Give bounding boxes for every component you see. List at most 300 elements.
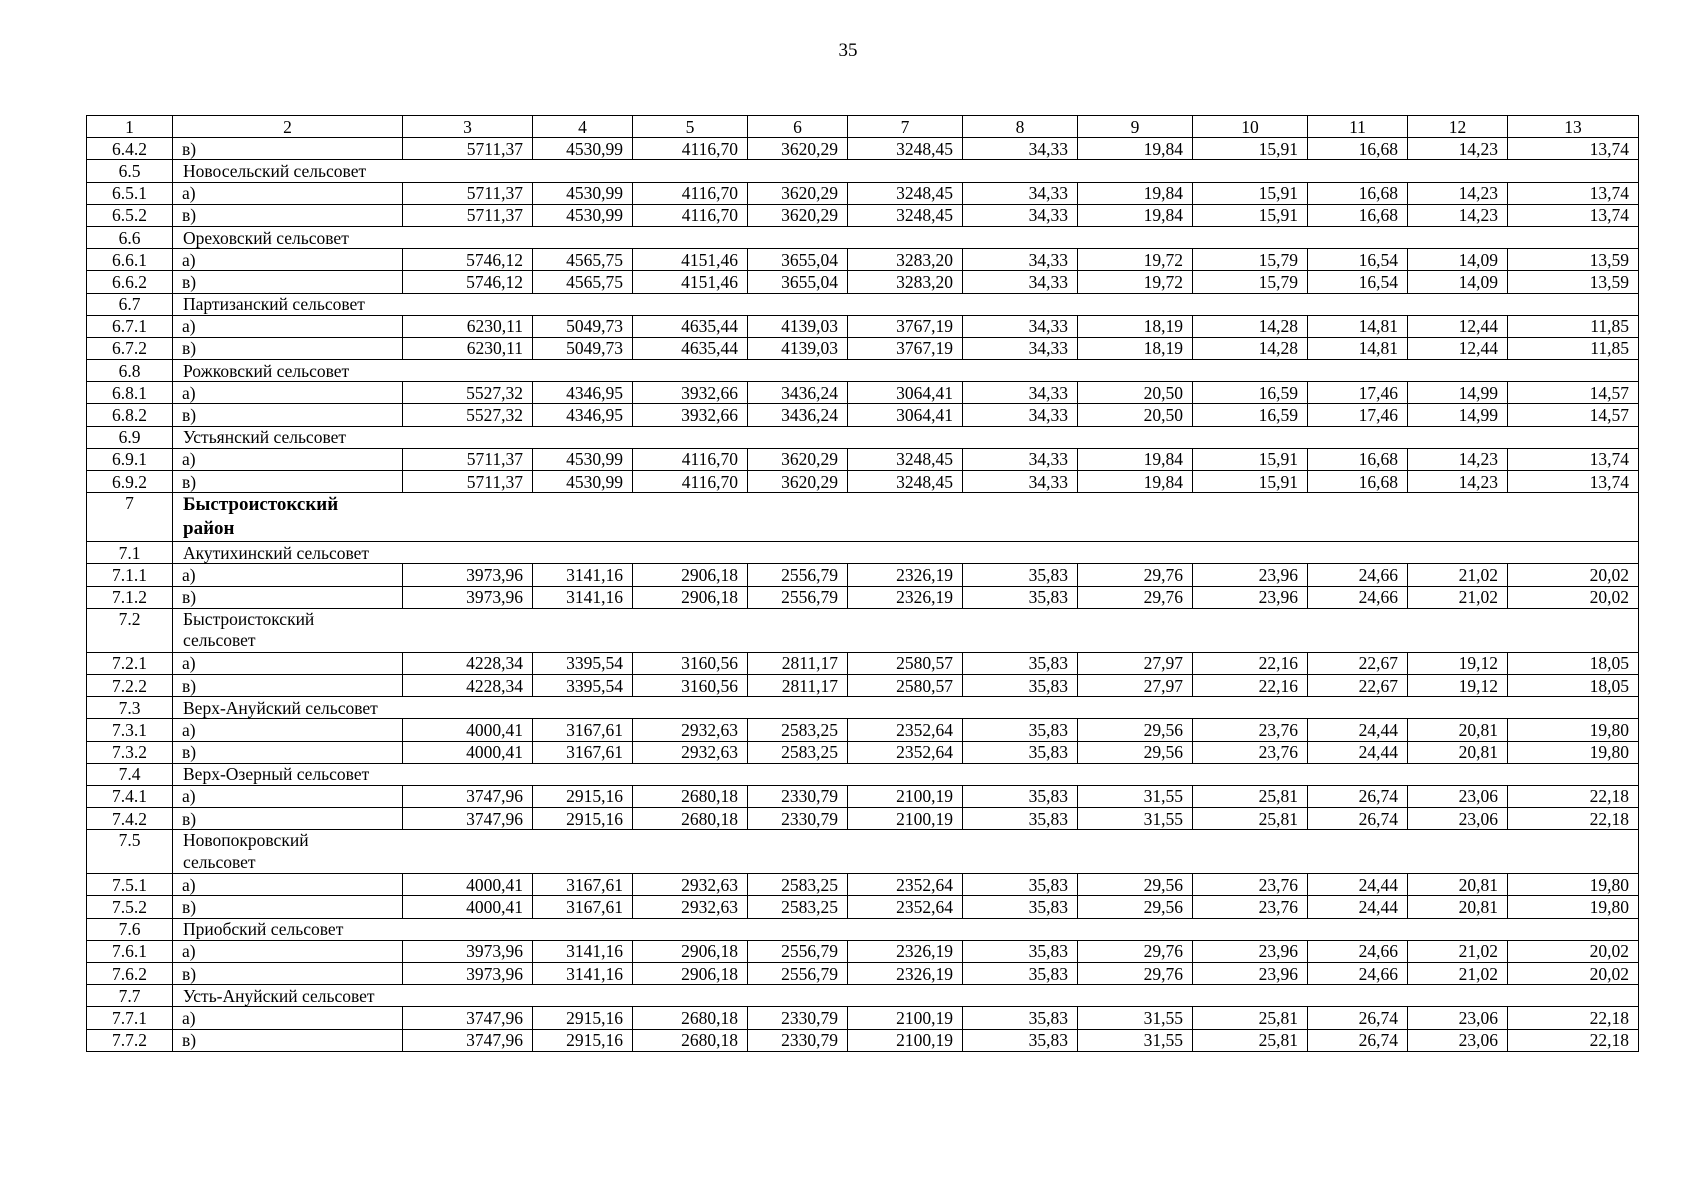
value-cell: 2326,19 [848, 586, 963, 608]
value-cell: 14,09 [1408, 249, 1508, 271]
section-spacer [403, 918, 1639, 940]
value-cell: 22,18 [1508, 785, 1639, 807]
value-cell: 22,16 [1193, 674, 1308, 696]
table-row [87, 963, 1639, 985]
table-row [87, 874, 1639, 896]
value-cell: 19,84 [1078, 204, 1193, 226]
value-cell: 22,18 [1508, 1007, 1639, 1029]
value-cell: 24,66 [1308, 564, 1408, 586]
value-cell: 3141,16 [533, 564, 633, 586]
value-cell: 2556,79 [748, 963, 848, 985]
table-row [87, 674, 1639, 696]
value-cell: 21,02 [1408, 963, 1508, 985]
section-row [87, 226, 1639, 248]
value-cell: 19,84 [1078, 138, 1193, 160]
row-label: а) [173, 182, 403, 204]
column-number-cell: 7 [848, 116, 963, 138]
value-cell: 3436,24 [748, 404, 848, 426]
value-cell: 2915,16 [533, 1007, 633, 1029]
row-code: 6.7.1 [87, 315, 173, 337]
value-cell: 4228,34 [403, 674, 533, 696]
section-spacer [403, 830, 1639, 874]
value-cell: 3141,16 [533, 940, 633, 962]
row-label: а) [173, 382, 403, 404]
value-cell: 15,91 [1193, 471, 1308, 493]
column-number-cell: 2 [173, 116, 403, 138]
value-cell: 2583,25 [748, 874, 848, 896]
value-cell: 19,80 [1508, 719, 1639, 741]
value-cell: 16,68 [1308, 182, 1408, 204]
value-cell: 5711,37 [403, 182, 533, 204]
value-cell: 34,33 [963, 138, 1078, 160]
section-name: Верх-Ануйский сельсовет [173, 697, 403, 719]
value-cell: 3248,45 [848, 182, 963, 204]
column-number-cell: 1 [87, 116, 173, 138]
value-cell: 29,56 [1078, 741, 1193, 763]
value-cell: 3141,16 [533, 586, 633, 608]
value-cell: 29,56 [1078, 874, 1193, 896]
value-cell: 4116,70 [633, 448, 748, 470]
value-cell: 4000,41 [403, 874, 533, 896]
row-code: 7.2.1 [87, 652, 173, 674]
name-line: сельсовет [183, 851, 256, 872]
value-cell: 4139,03 [748, 315, 848, 337]
section-code: 7.6 [87, 918, 173, 940]
row-label: а) [173, 564, 403, 586]
value-cell: 4116,70 [633, 182, 748, 204]
value-cell: 4116,70 [633, 204, 748, 226]
row-label: в) [173, 204, 403, 226]
value-cell: 5049,73 [533, 337, 633, 359]
value-cell: 3160,56 [633, 652, 748, 674]
section-code: 6.5 [87, 160, 173, 182]
value-cell: 2330,79 [748, 808, 848, 830]
value-cell: 35,83 [963, 1007, 1078, 1029]
value-cell: 21,02 [1408, 564, 1508, 586]
value-cell: 3248,45 [848, 204, 963, 226]
value-cell: 29,76 [1078, 940, 1193, 962]
value-cell: 3747,96 [403, 785, 533, 807]
value-cell: 23,06 [1408, 808, 1508, 830]
value-cell: 22,18 [1508, 808, 1639, 830]
section-row [87, 360, 1639, 382]
value-cell: 3767,19 [848, 337, 963, 359]
row-label: а) [173, 652, 403, 674]
value-cell: 20,50 [1078, 382, 1193, 404]
row-label: в) [173, 963, 403, 985]
section-spacer [403, 608, 1639, 652]
value-cell: 3248,45 [848, 138, 963, 160]
value-cell: 2100,19 [848, 785, 963, 807]
row-label: а) [173, 940, 403, 962]
table-row [87, 382, 1639, 404]
column-number-cell: 4 [533, 116, 633, 138]
row-label: а) [173, 785, 403, 807]
value-cell: 3747,96 [403, 1029, 533, 1051]
section-row [87, 918, 1639, 940]
value-cell: 13,59 [1508, 249, 1639, 271]
value-cell: 4116,70 [633, 138, 748, 160]
value-cell: 19,80 [1508, 741, 1639, 763]
value-cell: 16,59 [1193, 382, 1308, 404]
section-row [87, 985, 1639, 1007]
value-cell: 19,84 [1078, 471, 1193, 493]
value-cell: 14,99 [1408, 404, 1508, 426]
section-name: Новосельский сельсовет [173, 160, 403, 182]
column-number-cell: 8 [963, 116, 1078, 138]
value-cell: 23,96 [1193, 963, 1308, 985]
value-cell: 3064,41 [848, 382, 963, 404]
table-row [87, 138, 1639, 160]
value-cell: 3747,96 [403, 1007, 533, 1029]
value-cell: 20,02 [1508, 963, 1639, 985]
value-cell: 2352,64 [848, 719, 963, 741]
table-row [87, 586, 1639, 608]
row-label: а) [173, 249, 403, 271]
table-row [87, 204, 1639, 226]
row-code: 6.7.2 [87, 337, 173, 359]
value-cell: 2906,18 [633, 963, 748, 985]
value-cell: 22,16 [1193, 652, 1308, 674]
value-cell: 19,80 [1508, 874, 1639, 896]
value-cell: 2680,18 [633, 808, 748, 830]
section-row [87, 763, 1639, 785]
table-row [87, 652, 1639, 674]
value-cell: 2580,57 [848, 652, 963, 674]
value-cell: 2906,18 [633, 586, 748, 608]
value-cell: 25,81 [1193, 808, 1308, 830]
table-row [87, 940, 1639, 962]
section-name: Ореховский сельсовет [173, 226, 403, 248]
value-cell: 35,83 [963, 741, 1078, 763]
value-cell: 2330,79 [748, 785, 848, 807]
table-row [87, 1029, 1639, 1051]
value-cell: 4565,75 [533, 249, 633, 271]
section-spacer [403, 360, 1639, 382]
row-code: 7.3.1 [87, 719, 173, 741]
value-cell: 3167,61 [533, 896, 633, 918]
section-spacer [403, 697, 1639, 719]
value-cell: 19,72 [1078, 249, 1193, 271]
value-cell: 35,83 [963, 963, 1078, 985]
value-cell: 22,67 [1308, 674, 1408, 696]
value-cell: 17,46 [1308, 404, 1408, 426]
value-cell: 35,83 [963, 1029, 1078, 1051]
district-row [87, 493, 1639, 542]
value-cell: 3141,16 [533, 963, 633, 985]
value-cell: 4635,44 [633, 337, 748, 359]
value-cell: 19,12 [1408, 652, 1508, 674]
value-cell: 25,81 [1193, 785, 1308, 807]
value-cell: 35,83 [963, 586, 1078, 608]
value-cell: 2352,64 [848, 896, 963, 918]
value-cell: 4139,03 [748, 337, 848, 359]
section-name [173, 830, 403, 874]
column-number-cell: 12 [1408, 116, 1508, 138]
column-number-cell: 13 [1508, 116, 1639, 138]
section-name: Акутихинский сельсовет [173, 542, 403, 564]
value-cell: 20,81 [1408, 896, 1508, 918]
value-cell: 31,55 [1078, 1029, 1193, 1051]
value-cell: 2556,79 [748, 940, 848, 962]
value-cell: 34,33 [963, 448, 1078, 470]
section-name: Приобский сельсовет [173, 918, 403, 940]
value-cell: 23,76 [1193, 741, 1308, 763]
value-cell: 3283,20 [848, 249, 963, 271]
value-cell: 4000,41 [403, 741, 533, 763]
section-code: 6.7 [87, 293, 173, 315]
value-cell: 3395,54 [533, 674, 633, 696]
value-cell: 5711,37 [403, 138, 533, 160]
value-cell: 20,50 [1078, 404, 1193, 426]
value-cell: 2326,19 [848, 940, 963, 962]
row-label: а) [173, 448, 403, 470]
value-cell: 2915,16 [533, 1029, 633, 1051]
value-cell: 6230,11 [403, 315, 533, 337]
section-row [87, 293, 1639, 315]
value-cell: 2932,63 [633, 719, 748, 741]
value-cell: 4530,99 [533, 182, 633, 204]
row-code: 6.8.2 [87, 404, 173, 426]
row-code: 6.6.2 [87, 271, 173, 293]
value-cell: 27,97 [1078, 674, 1193, 696]
value-cell: 4151,46 [633, 271, 748, 293]
value-cell: 14,23 [1408, 182, 1508, 204]
value-cell: 14,99 [1408, 382, 1508, 404]
value-cell: 22,18 [1508, 1029, 1639, 1051]
value-cell: 12,44 [1408, 315, 1508, 337]
value-cell: 23,76 [1193, 719, 1308, 741]
value-cell: 35,83 [963, 652, 1078, 674]
value-cell: 16,68 [1308, 204, 1408, 226]
value-cell: 18,05 [1508, 674, 1639, 696]
value-cell: 34,33 [963, 249, 1078, 271]
value-cell: 15,79 [1193, 249, 1308, 271]
value-cell: 17,46 [1308, 382, 1408, 404]
value-cell: 13,74 [1508, 182, 1639, 204]
value-cell: 34,33 [963, 337, 1078, 359]
section-spacer [403, 542, 1639, 564]
value-cell: 16,54 [1308, 271, 1408, 293]
table-row [87, 404, 1639, 426]
value-cell: 18,19 [1078, 315, 1193, 337]
value-cell: 2352,64 [848, 741, 963, 763]
value-cell: 14,23 [1408, 471, 1508, 493]
value-cell: 20,02 [1508, 940, 1639, 962]
value-cell: 14,57 [1508, 382, 1639, 404]
value-cell: 2811,17 [748, 652, 848, 674]
row-code: 6.4.2 [87, 138, 173, 160]
table-row [87, 337, 1639, 359]
value-cell: 12,44 [1408, 337, 1508, 359]
value-cell: 4530,99 [533, 471, 633, 493]
row-code: 7.7.2 [87, 1029, 173, 1051]
value-cell: 34,33 [963, 382, 1078, 404]
row-code: 7.1.1 [87, 564, 173, 586]
value-cell: 5711,37 [403, 471, 533, 493]
value-cell: 3932,66 [633, 382, 748, 404]
value-cell: 3167,61 [533, 874, 633, 896]
value-cell: 4530,99 [533, 138, 633, 160]
value-cell: 4000,41 [403, 896, 533, 918]
value-cell: 19,84 [1078, 448, 1193, 470]
value-cell: 2352,64 [848, 874, 963, 896]
name-line: район [183, 518, 235, 540]
value-cell: 26,74 [1308, 808, 1408, 830]
value-cell: 3436,24 [748, 382, 848, 404]
value-cell: 21,02 [1408, 586, 1508, 608]
value-cell: 13,74 [1508, 471, 1639, 493]
section-name: Партизанский сельсовет [173, 293, 403, 315]
value-cell: 4635,44 [633, 315, 748, 337]
value-cell: 13,74 [1508, 138, 1639, 160]
row-code: 7.2.2 [87, 674, 173, 696]
value-cell: 29,76 [1078, 564, 1193, 586]
value-cell: 3747,96 [403, 808, 533, 830]
value-cell: 29,76 [1078, 586, 1193, 608]
value-cell: 24,66 [1308, 963, 1408, 985]
name-line: сельсовет [183, 630, 256, 651]
row-label: в) [173, 271, 403, 293]
section-spacer [403, 226, 1639, 248]
value-cell: 3620,29 [748, 204, 848, 226]
value-cell: 5527,32 [403, 382, 533, 404]
value-cell: 35,83 [963, 719, 1078, 741]
value-cell: 34,33 [963, 315, 1078, 337]
row-label: в) [173, 896, 403, 918]
value-cell: 14,23 [1408, 138, 1508, 160]
name-line: Новопокровский [183, 830, 309, 851]
value-cell: 24,66 [1308, 586, 1408, 608]
value-cell: 23,96 [1193, 564, 1308, 586]
value-cell: 16,68 [1308, 138, 1408, 160]
value-cell: 3064,41 [848, 404, 963, 426]
table-body [87, 116, 1639, 1052]
value-cell: 19,72 [1078, 271, 1193, 293]
row-label: в) [173, 337, 403, 359]
table-row [87, 564, 1639, 586]
value-cell: 2915,16 [533, 808, 633, 830]
value-cell: 15,91 [1193, 448, 1308, 470]
table-row [87, 1007, 1639, 1029]
value-cell: 34,33 [963, 182, 1078, 204]
row-code: 7.4.1 [87, 785, 173, 807]
value-cell: 3167,61 [533, 719, 633, 741]
value-cell: 3655,04 [748, 249, 848, 271]
value-cell: 34,33 [963, 271, 1078, 293]
value-cell: 23,06 [1408, 1007, 1508, 1029]
table-row [87, 271, 1639, 293]
value-cell: 24,44 [1308, 896, 1408, 918]
section-row [87, 542, 1639, 564]
value-cell: 3167,61 [533, 741, 633, 763]
value-cell: 4346,95 [533, 404, 633, 426]
value-cell: 19,84 [1078, 182, 1193, 204]
section-row [87, 160, 1639, 182]
section-name: Усть-Ануйский сельсовет [173, 985, 403, 1007]
value-cell: 2100,19 [848, 1007, 963, 1029]
value-cell: 2330,79 [748, 1029, 848, 1051]
value-cell: 3655,04 [748, 271, 848, 293]
row-label: а) [173, 1007, 403, 1029]
section-row [87, 608, 1639, 652]
value-cell: 2915,16 [533, 785, 633, 807]
value-cell: 3248,45 [848, 471, 963, 493]
section-row [87, 426, 1639, 448]
value-cell: 4116,70 [633, 471, 748, 493]
section-spacer [403, 985, 1639, 1007]
value-cell: 35,83 [963, 674, 1078, 696]
row-label: а) [173, 719, 403, 741]
value-cell: 3767,19 [848, 315, 963, 337]
district-name [173, 493, 403, 542]
section-code: 6.9 [87, 426, 173, 448]
row-code: 7.3.2 [87, 741, 173, 763]
value-cell: 3973,96 [403, 586, 533, 608]
value-cell: 29,56 [1078, 896, 1193, 918]
value-cell: 5711,37 [403, 448, 533, 470]
value-cell: 29,56 [1078, 719, 1193, 741]
row-code: 6.9.1 [87, 448, 173, 470]
value-cell: 19,80 [1508, 896, 1639, 918]
column-number-cell: 6 [748, 116, 848, 138]
value-cell: 35,83 [963, 785, 1078, 807]
value-cell: 15,91 [1193, 138, 1308, 160]
value-cell: 25,81 [1193, 1007, 1308, 1029]
value-cell: 18,19 [1078, 337, 1193, 359]
value-cell: 14,81 [1308, 337, 1408, 359]
value-cell: 23,76 [1193, 874, 1308, 896]
value-cell: 24,44 [1308, 741, 1408, 763]
value-cell: 3973,96 [403, 940, 533, 962]
value-cell: 3973,96 [403, 564, 533, 586]
table-row [87, 471, 1639, 493]
column-number-cell: 10 [1193, 116, 1308, 138]
column-number-cell: 3 [403, 116, 533, 138]
value-cell: 5746,12 [403, 249, 533, 271]
section-spacer [403, 493, 1639, 542]
value-cell: 19,12 [1408, 674, 1508, 696]
value-cell: 2932,63 [633, 874, 748, 896]
table-row [87, 182, 1639, 204]
value-cell: 14,57 [1508, 404, 1639, 426]
section-code: 7.3 [87, 697, 173, 719]
value-cell: 2556,79 [748, 564, 848, 586]
value-cell: 14,81 [1308, 315, 1408, 337]
value-cell: 2906,18 [633, 564, 748, 586]
row-label: в) [173, 1029, 403, 1051]
value-cell: 14,09 [1408, 271, 1508, 293]
table-row [87, 896, 1639, 918]
value-cell: 13,74 [1508, 448, 1639, 470]
tariff-table [86, 115, 1639, 1052]
section-code: 7.5 [87, 830, 173, 874]
value-cell: 3620,29 [748, 138, 848, 160]
row-code: 7.5.2 [87, 896, 173, 918]
value-cell: 3620,29 [748, 182, 848, 204]
value-cell: 5527,32 [403, 404, 533, 426]
value-cell: 14,23 [1408, 204, 1508, 226]
value-cell: 24,66 [1308, 940, 1408, 962]
name-line: Быстроистокский [183, 608, 315, 629]
value-cell: 4151,46 [633, 249, 748, 271]
value-cell: 2583,25 [748, 741, 848, 763]
value-cell: 3283,20 [848, 271, 963, 293]
value-cell: 24,44 [1308, 874, 1408, 896]
value-cell: 16,54 [1308, 249, 1408, 271]
value-cell: 35,83 [963, 874, 1078, 896]
table-row [87, 719, 1639, 741]
